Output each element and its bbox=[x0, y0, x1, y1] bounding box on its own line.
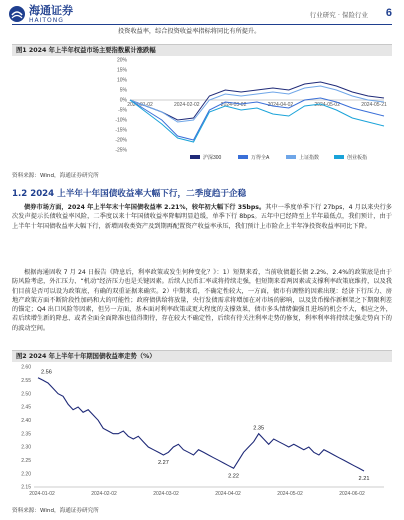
fig2-y-tick: 2.15 bbox=[21, 484, 31, 491]
fig1-y-tick: -20% bbox=[115, 137, 127, 144]
fig1-x-tick: 2024-02-02 bbox=[174, 102, 200, 108]
section-1-2-para2: 根据海通固收 7 月 24 日报告《降息后，利率政策或发生何种变化？》：1）短期来看，当前收债超长债 2.2%、2.4%的政策底是由于防风险考虑，外汇压力、“机动”经济压力也是关键因素。后续人民币汇率或将持续走强，但短期来看两因素或支撑利率政策底维持，以及我们目前是否可以设为政策底，有确的双重证据来确实。2）中期来看，不确定性较大，一方面，债市有调整的因素出现：经济下行压力、房地产政策方面不断阶段性加码和大的可能性；政府债供给将放量，央行发债需求将增加在对市场的影响，以及货币操作新框架之下期限利差的锚定；Q4 出口风险等因素，但另一方面，基本面对利率政策或更大程度的支撑效果，债市多头情绪偏强且进场的机会不大，相应之外，若后续增生新的降息、或者全面全面降准也值得期待，存在较大不确定性，后续有待关注利率走势的修复，利率利率将持续走强走势向下的的波动空间。 bbox=[12, 269, 392, 332]
figure2-source: 资料来源：Wind，海通证券研究所 bbox=[12, 508, 99, 514]
fig1-legend-swatch bbox=[334, 155, 344, 159]
intro-text: 投资收益率，综合投资收益率指标将同比有所提升。 bbox=[118, 28, 261, 35]
fig1-x-tick: 2024-01-02 bbox=[127, 102, 153, 108]
figure2-chart bbox=[12, 363, 392, 503]
fig1-y-tick: -10% bbox=[115, 117, 127, 124]
fig2-y-tick: 2.25 bbox=[21, 458, 31, 465]
fig1-y-tick: 20% bbox=[116, 57, 127, 64]
fig2-data-label: 2.56 bbox=[41, 369, 52, 376]
fig1-legend-swatch bbox=[190, 155, 200, 159]
fig2-x-tick: 2024-01-02 bbox=[29, 491, 55, 497]
fig1-x-tick: 2024-03-02 bbox=[220, 102, 247, 108]
fig1-y-tick: -25% bbox=[115, 147, 127, 154]
fig2-y-tick: 2.30 bbox=[21, 444, 31, 451]
logo-en-text: HAITONG bbox=[29, 17, 64, 24]
fig2-y-tick: 2.45 bbox=[21, 404, 31, 411]
figure1-chart bbox=[12, 56, 392, 170]
figure1-caption-bar bbox=[12, 44, 392, 56]
fig1-legend-label: 沪深300 bbox=[203, 155, 222, 161]
fig1-legend-label: 创业板指 bbox=[347, 155, 368, 161]
fig2-data-label: 2.27 bbox=[157, 460, 169, 466]
fig1-legend-label: 上证指数 bbox=[299, 155, 320, 161]
fig2-y-tick: 2.50 bbox=[21, 391, 31, 398]
fig1-x-tick: 2024-05-21 bbox=[361, 102, 387, 108]
logo-cn-text: 海通证券 bbox=[29, 4, 73, 17]
fig1-y-tick: -5% bbox=[118, 107, 127, 114]
fig2-data-label: 2.22 bbox=[228, 473, 240, 480]
figure2-caption-bar bbox=[12, 350, 392, 362]
page-number: 6 bbox=[385, 7, 392, 19]
figure1-source: 资料来源：Wind，海通证券研究所 bbox=[12, 173, 99, 179]
header-rule bbox=[12, 24, 392, 25]
fig2-y-tick: 2.60 bbox=[21, 364, 31, 371]
header-category: 行业研究 · 保险行业 bbox=[309, 11, 368, 19]
fig1-x-tick: 2024-04-02 bbox=[267, 102, 294, 108]
haitong-logo bbox=[8, 4, 100, 26]
section-1-2-title: 1.2 2024 上半年十年国债收益率大幅下行，二季度趋于企稳 bbox=[12, 189, 247, 199]
fig1-y-tick: 0% bbox=[119, 97, 127, 104]
fig1-series-line bbox=[130, 100, 384, 142]
fig1-y-tick: 15% bbox=[116, 67, 127, 74]
fig2-x-tick: 2024-06-02 bbox=[339, 491, 365, 497]
fig1-legend-swatch bbox=[238, 155, 248, 159]
para1-body: 其中一季度单季下行 27bps，4 月以来央行多次发声提示长债收益率风险，二季度以来十年国债收益率降幅明显趋缓，单季下行 8bps。五年中已经降至上半年最低点，我们预计，由于上半年十年国债收益率大幅下行，新增固收类资产及到期再配置资产收益率承压，我们预计上市险企上半年净投资收益率同比下降。 bbox=[12, 204, 392, 230]
fig2-x-tick: 2024-02-02 bbox=[91, 491, 117, 497]
figure2-caption: 图2 2024 年上半年十年期国债收益率走势（%） bbox=[16, 353, 156, 360]
fig2-x-tick: 2024-05-02 bbox=[277, 491, 303, 497]
fig1-legend-label: 万得全A bbox=[251, 155, 270, 161]
fig1-series-line bbox=[130, 98, 384, 140]
fig1-legend-swatch bbox=[286, 155, 296, 159]
section-1-2-para1 bbox=[12, 203, 392, 231]
fig2-y-tick: 2.55 bbox=[21, 378, 31, 385]
fig2-x-tick: 2024-04-02 bbox=[215, 491, 241, 497]
fig1-y-tick: -15% bbox=[115, 127, 127, 134]
fig2-series-line bbox=[38, 378, 364, 471]
figure1-caption: 图1 2024 年上半年权益市场主要指数累计涨跌幅 bbox=[16, 47, 156, 54]
fig2-data-label: 2.35 bbox=[253, 425, 265, 432]
fig1-x-tick: 2024-05-02 bbox=[314, 102, 340, 108]
fig2-y-tick: 2.35 bbox=[21, 431, 31, 438]
fig2-y-tick: 2.20 bbox=[21, 471, 31, 478]
fig2-y-tick: 2.40 bbox=[21, 418, 31, 425]
haitong-logo-icon bbox=[8, 5, 26, 23]
para1-lead: 债券市场方面，2024 年上半年末十年国债收益率 2.21%，较年初大幅下行 35bps。 bbox=[24, 204, 266, 211]
fig2-data-label: 2.21 bbox=[358, 476, 370, 482]
fig2-x-tick: 2024-03-02 bbox=[153, 491, 179, 497]
fig1-series-line bbox=[130, 86, 384, 122]
fig1-y-tick: 10% bbox=[116, 77, 127, 84]
fig1-y-tick: 5% bbox=[119, 87, 127, 94]
